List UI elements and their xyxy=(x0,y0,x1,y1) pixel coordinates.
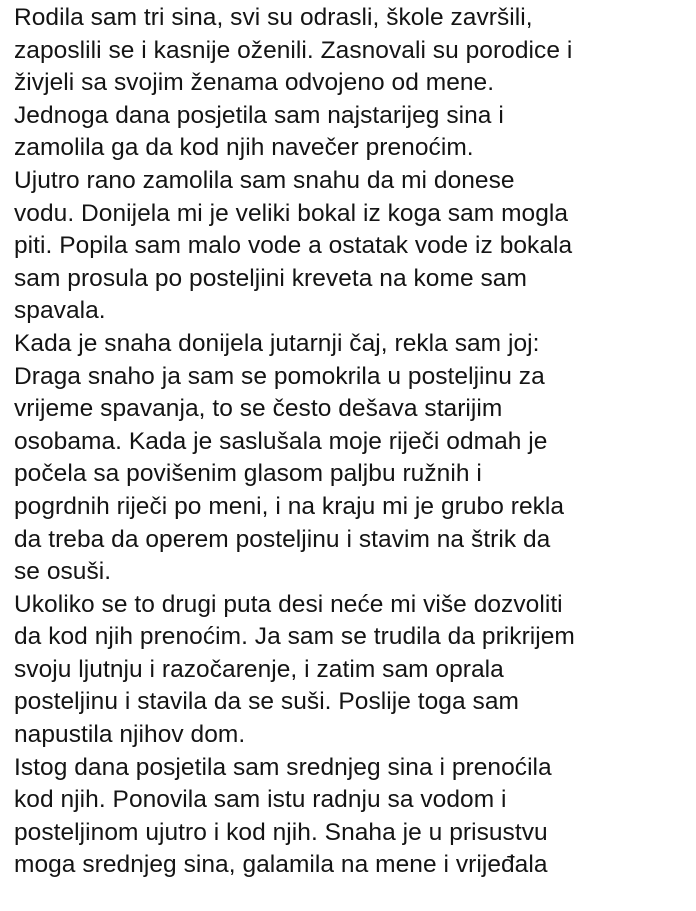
post-line: Istog dana posjetila sam srednjeg sina i prenoćila xyxy=(14,753,552,781)
post-line: sam prosula po posteljini kreveta na kome sam xyxy=(14,264,527,292)
post-line: posteljinu i stavila da se suši. Poslije toga sam xyxy=(14,688,519,716)
post-line: napustila njihov dom. xyxy=(14,721,246,749)
post-line: zaposlili se i kasnije oženili. Zasnovali su porodice i xyxy=(14,36,573,64)
post-line: pogrdnih riječi po meni, i na kraju mi je grubo rekla xyxy=(14,492,565,520)
post-line: moga srednjeg sina, galamila na mene i vrijeđala xyxy=(14,851,548,879)
post-line: Kada je snaha donijela jutarnji čaj, rekla sam joj: xyxy=(14,329,540,357)
post-line: da kod njih prenoćim. Ja sam se trudila da prikrijem xyxy=(14,623,575,651)
post-line: da treba da operem posteljinu i stavim na štrik da xyxy=(14,525,551,553)
post-line: osobama. Kada je saslušala moje riječi odmah je xyxy=(14,427,548,455)
post-line: Ujutro rano zamolila sam snahu da mi donese xyxy=(14,166,515,194)
post-line: posteljinom ujutro i kod njih. Snaha je u prisustvu xyxy=(14,818,548,846)
post-line: piti. Popila sam malo vode a ostatak vode iz bokala xyxy=(14,232,573,260)
post-line: vrijeme spavanja, to se često dešava starijim xyxy=(14,395,503,423)
post-line: svoju ljutnju i razočarenje, i zatim sam oprala xyxy=(14,655,504,683)
post-line: Jednoga dana posjetila sam najstarijeg sina i xyxy=(14,101,504,129)
post-line: zamolila ga da kod njih navečer prenoćim. xyxy=(14,134,474,162)
post-line: vodu. Donijela mi je veliki bokal iz koga sam mogla xyxy=(14,199,569,227)
post-line: Draga snaho ja sam se pomokrila u posteljinu za xyxy=(14,362,545,390)
post-line: počela sa povišenim glasom paljbu ružnih i xyxy=(14,460,482,488)
post-line: živjeli sa svojim ženama odvojeno od mene. xyxy=(14,69,495,97)
post-line: spavala. xyxy=(14,297,106,325)
post-line: Rodila sam tri sina, svi su odrasli, škole završili, xyxy=(14,4,533,31)
post-line: se osuši. xyxy=(14,558,112,586)
post-line: Ukoliko se to drugi puta desi neće mi više dozvoliti xyxy=(14,590,563,618)
post-line: kod njih. Ponovila sam istu radnju sa vodom i xyxy=(14,786,507,814)
